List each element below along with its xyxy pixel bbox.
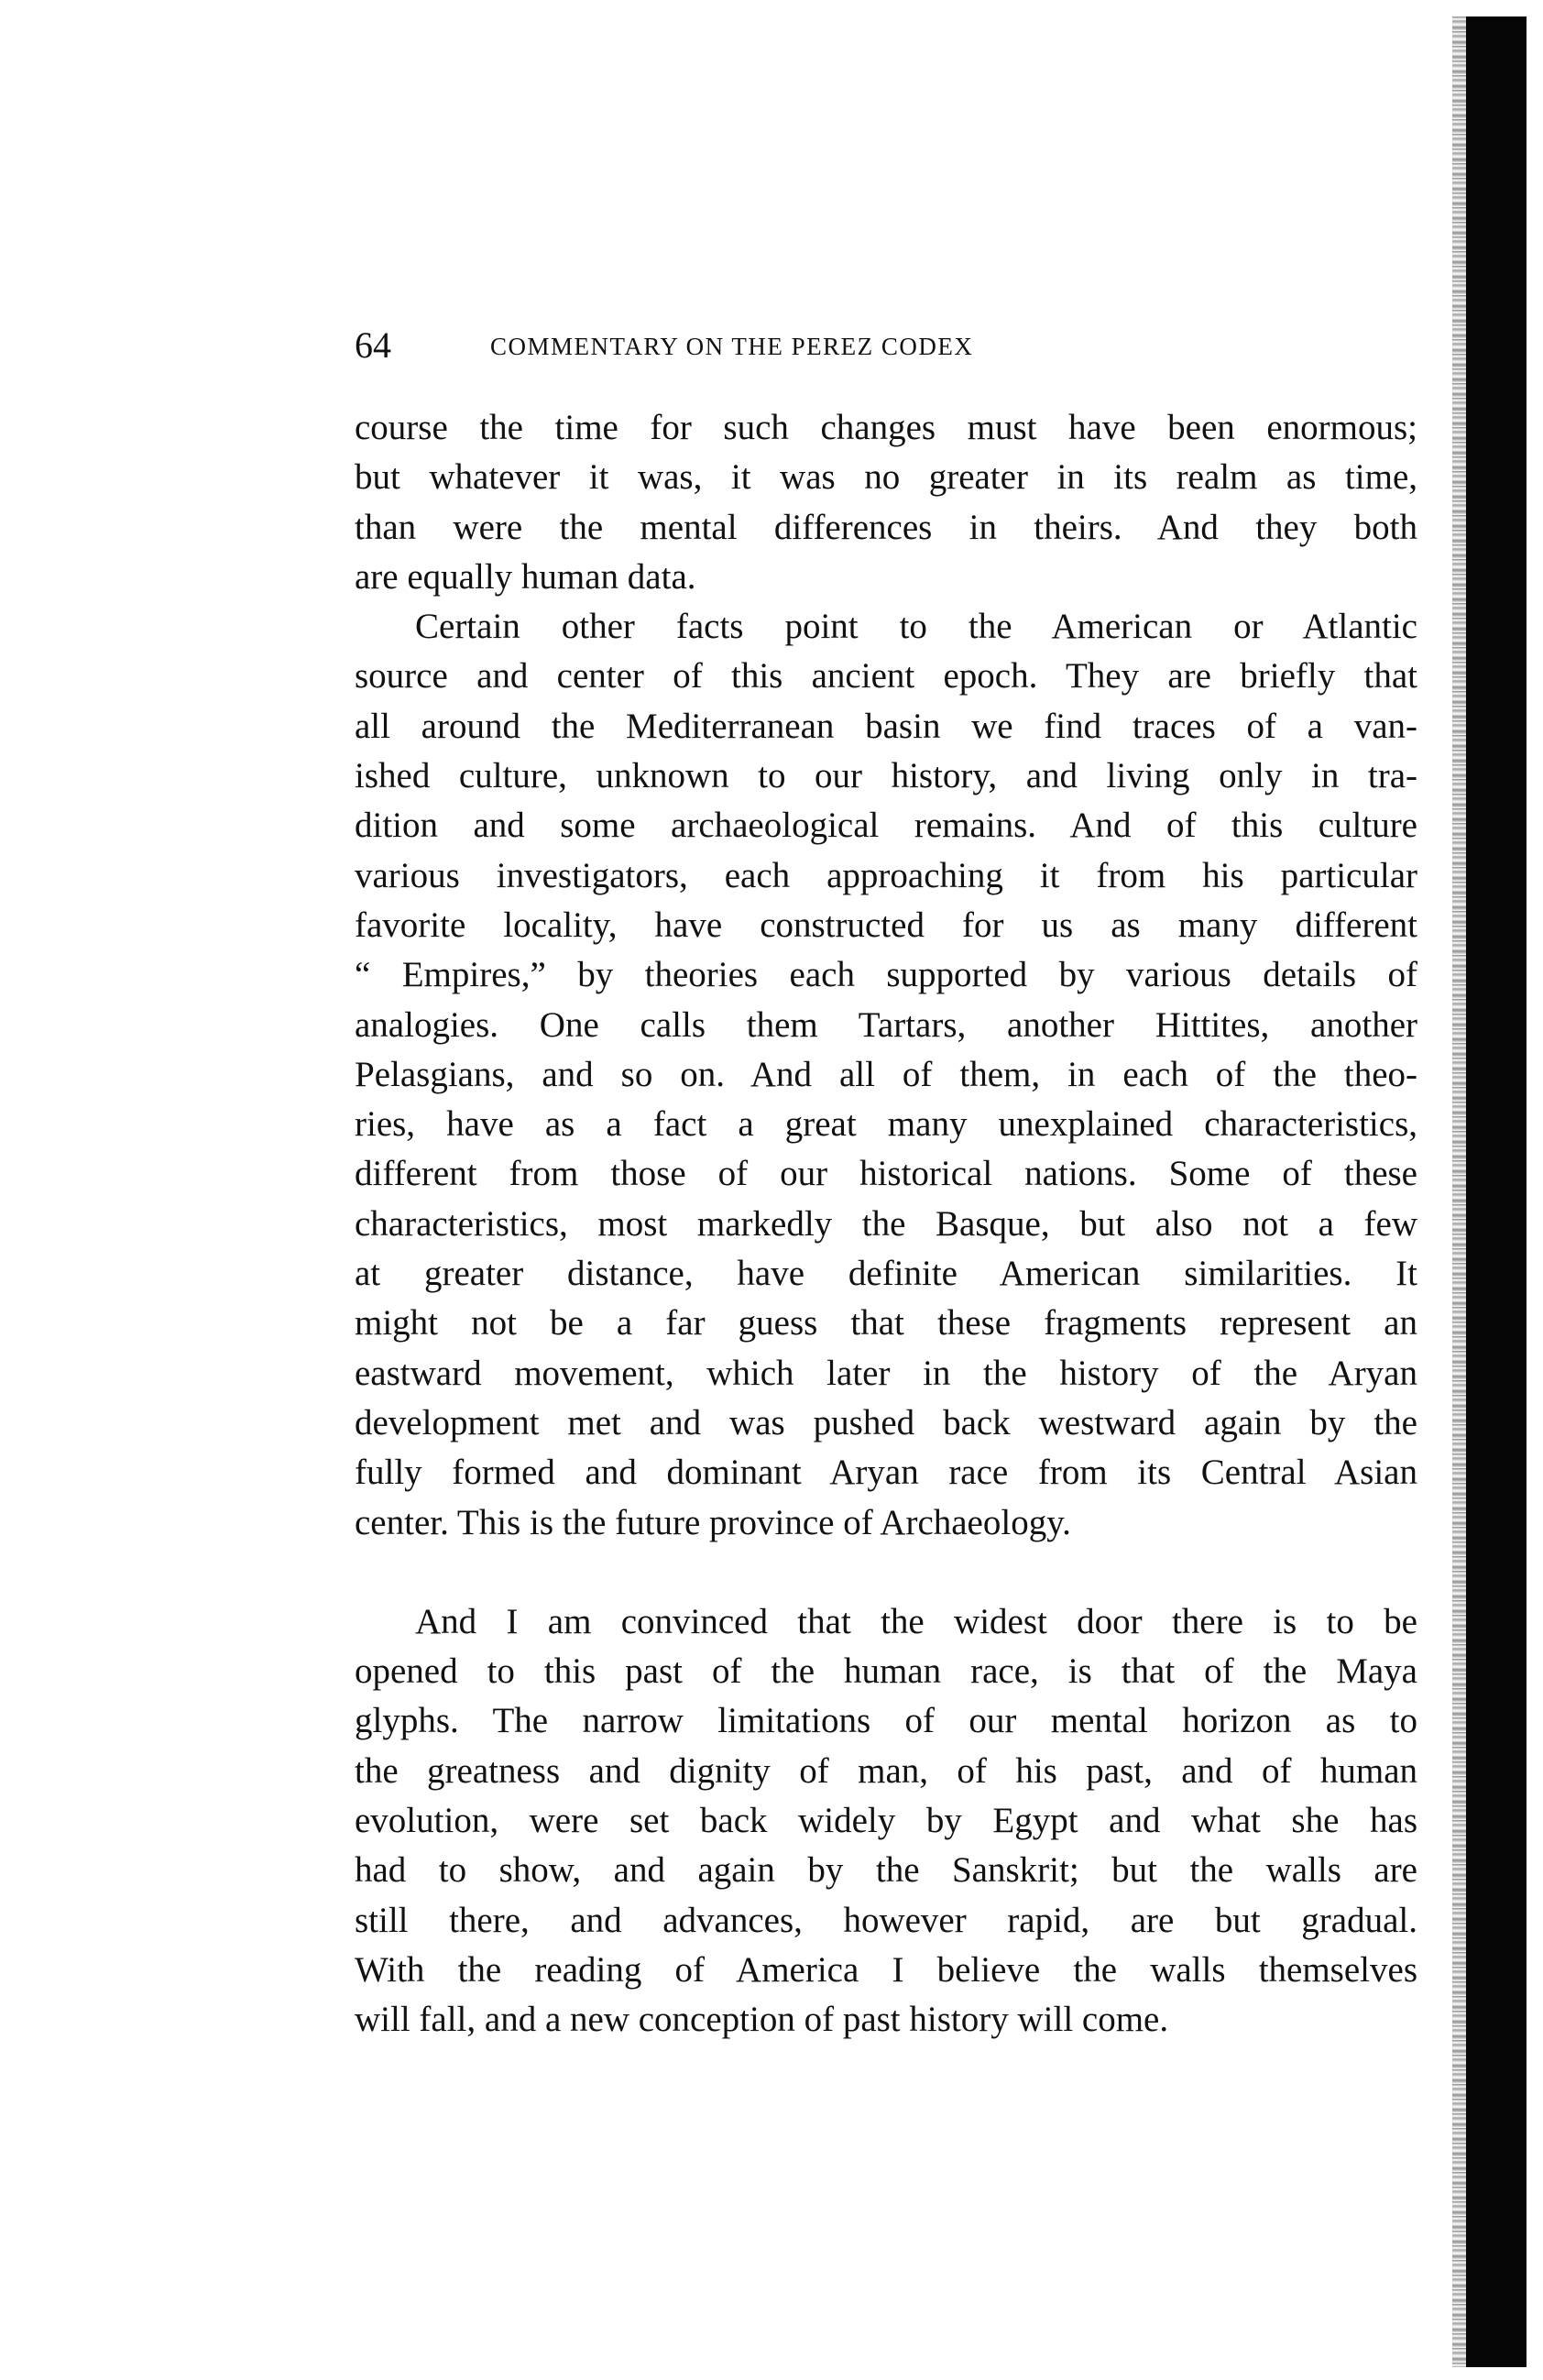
paragraph-1 — [355, 403, 1417, 602]
scan-binding-shadow — [1466, 16, 1527, 2367]
text-line: ished culture, unknown to our history, and living only in tra- — [355, 756, 1417, 796]
text-line: will fall, and a new conception of past history will come. — [355, 2000, 1169, 2040]
text-line: ries, have as a fact a great many unexplained characteristics, — [355, 1104, 1417, 1145]
text-line: evolution, were set back widely by Egypt and what she has — [355, 1801, 1417, 1841]
text-line: the greatness and dignity of man, of his past, and of human — [355, 1750, 1417, 1791]
text-line: source and center of this ancient epoch. They are briefly that — [355, 656, 1417, 696]
text-line: are equally human data. — [355, 556, 696, 597]
paragraph-2 — [355, 602, 1417, 1548]
text-line: opened to this past of the human race, is that of the Maya — [355, 1651, 1417, 1692]
text-line: different from those of our historical nations. Some of these — [355, 1154, 1417, 1194]
text-line: Pelasgians, and so on. And all of them, in each of the theo- — [355, 1054, 1417, 1094]
text-line: still there, and advances, however rapid, are but gradual. — [355, 1900, 1417, 1940]
text-line: “ Empires,” by theories each supported by various details of — [355, 955, 1417, 995]
text-line: With the reading of America I believe the walls themselves — [355, 1949, 1417, 1990]
running-title: COMMENTARY ON THE PEREZ CODEX — [490, 333, 974, 360]
page-header — [355, 323, 1417, 368]
text-line: development met and was pushed back westward again by the — [355, 1402, 1417, 1442]
text-line: dition and some archaeological remains. And of this culture — [355, 806, 1417, 846]
text-line: had to show, and again by the Sanskrit; but the walls are — [355, 1850, 1417, 1891]
text-line: might not be a far guess that these fragments represent an — [355, 1303, 1417, 1344]
text-line: at greater distance, have definite American similarities. It — [355, 1254, 1417, 1294]
text-line: favorite locality, have constructed for us as many different — [355, 905, 1417, 945]
text-line: fully formed and dominant Aryan race from its Central Asian — [355, 1453, 1417, 1493]
text-line: but whatever it was, it was no greater in its realm as time, — [355, 457, 1417, 498]
text-line: various investigators, each approaching it from his particular — [355, 855, 1417, 895]
text-line: eastward movement, which later in the history of the Aryan — [355, 1353, 1417, 1393]
text-line: glyphs. The narrow limitations of our mental horizon as to — [355, 1701, 1417, 1741]
page-number: 64 — [355, 324, 391, 366]
text-line: center. This is the future province of Archaeology. — [355, 1502, 1071, 1542]
text-line: than were the mental differences in theirs. And they both — [355, 507, 1417, 547]
paragraph-3 — [355, 1597, 1417, 2045]
text-line: analogies. One calls them Tartars, another Hittites, another — [355, 1004, 1417, 1045]
body-text — [355, 403, 1417, 2045]
text-line: all around the Mediterranean basin we find traces of a van- — [355, 706, 1417, 746]
text-line: And I am convinced that the widest door there is to be — [415, 1601, 1417, 1641]
paragraph-gap — [355, 1548, 1417, 1597]
text-line: Certain other facts point to the American or Atlantic — [415, 607, 1417, 647]
text-line: characteristics, most markedly the Basque, but also not a few — [355, 1203, 1417, 1244]
text-line: course the time for such changes must have been enormous; — [355, 408, 1417, 447]
